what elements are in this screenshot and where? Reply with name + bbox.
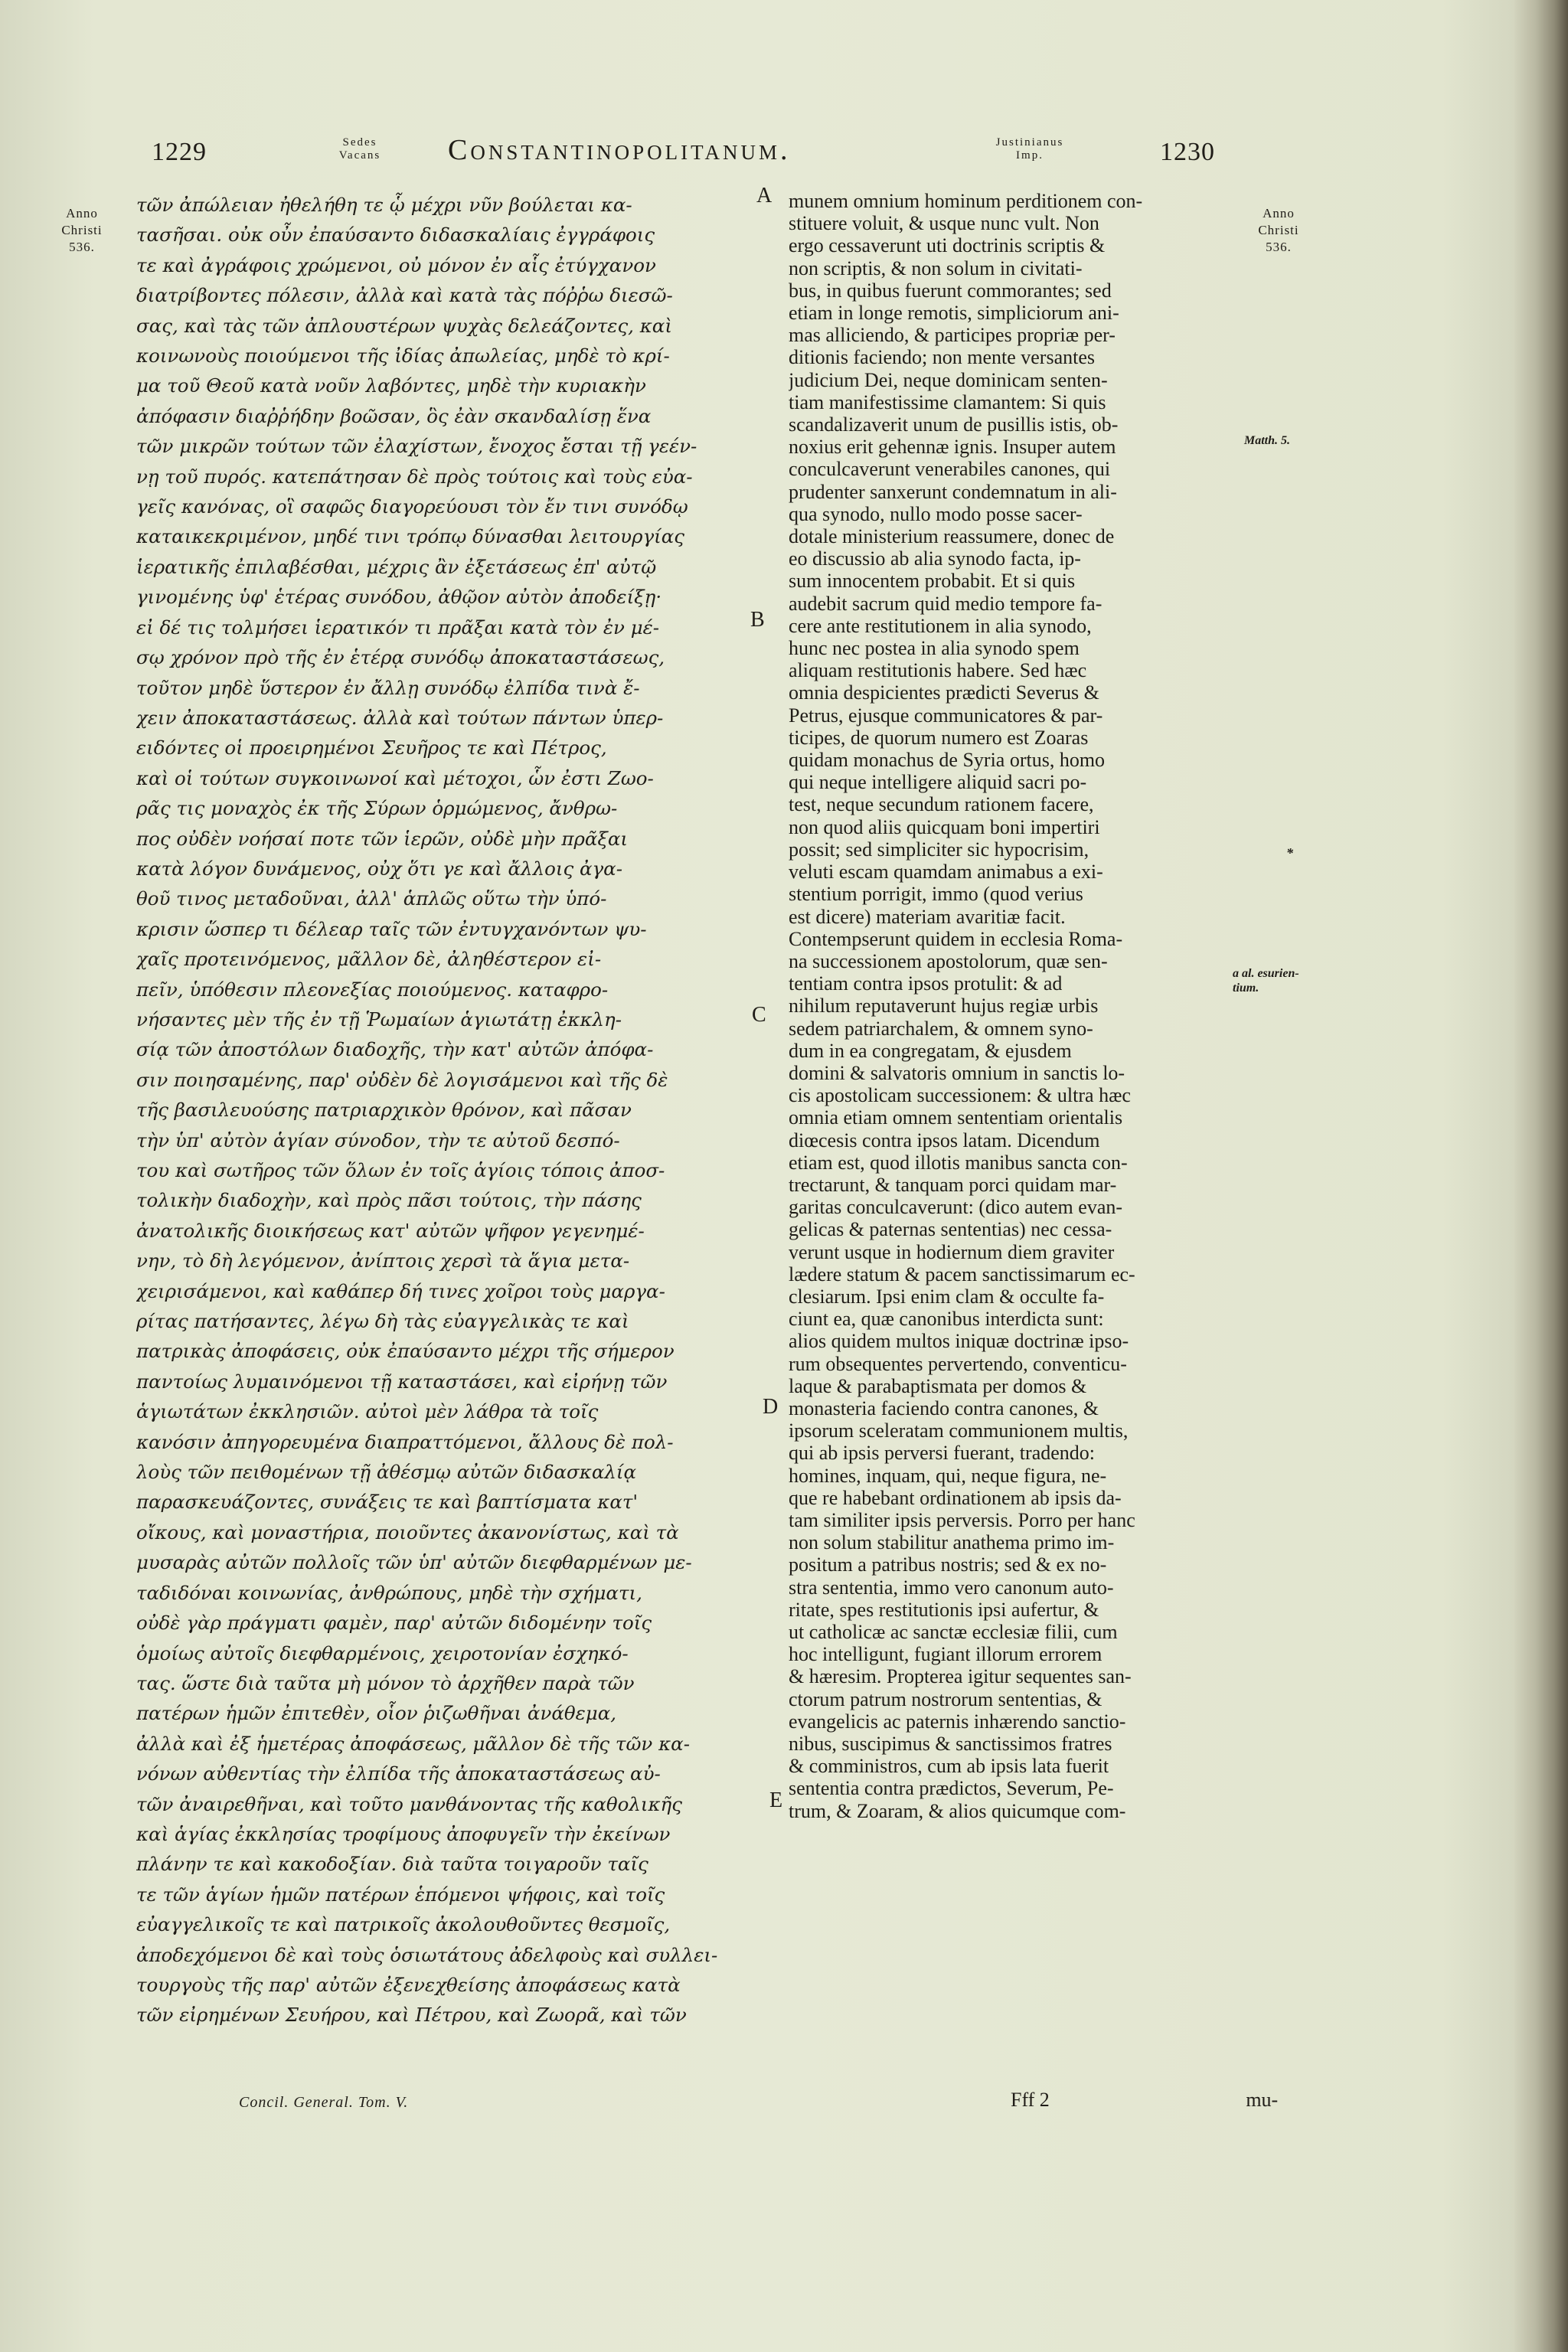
section-letter-a: A bbox=[756, 184, 773, 207]
latin-text-line: non solum stabilitur anathema primo im- bbox=[789, 1531, 1115, 1554]
latin-text-line: test, neque secundum rationem facere, bbox=[789, 793, 1094, 816]
greek-text-line: πατέρων ἡμῶν ἐπιτεθὲν, οἷον ῥιζωθῆναι ἀνάθεμα, bbox=[136, 1702, 617, 1725]
greek-text-line: ὁμοίως αὐτοῖς διεφθαρμένοις, χειροτονίαν ἐσχηκό- bbox=[136, 1642, 629, 1664]
greek-text-line: τουργοὺς τῆς παρ' αὐτῶν ἐξενεχθείσης ἀποφάσεως κατὰ bbox=[136, 1973, 681, 1996]
greek-text-line: οὐδὲ γὰρ πράγματι φαμὲν, παρ' αὐτῶν διδομένην τοῖς bbox=[136, 1612, 652, 1635]
latin-text-line: monasteria faciendo contra canones, & bbox=[789, 1396, 1099, 1419]
margin-note-matthew: Matth. 5. bbox=[1244, 434, 1291, 447]
latin-text-line: quidam monachus de Syria ortus, homo bbox=[789, 749, 1106, 772]
latin-text-line: sedem patriarchalem, & omnem syno- bbox=[789, 1017, 1093, 1040]
latin-text-line: laque & parabaptismata per domos & bbox=[789, 1374, 1087, 1397]
latin-text-line: hoc intelligunt, fugiant illorum errorem bbox=[789, 1643, 1102, 1666]
latin-text-line: veluti escam quamdam animabus a exi- bbox=[789, 861, 1103, 884]
page-title: Constantinopolitanum. bbox=[448, 134, 791, 166]
greek-text-line: κανόσιν ἀπηγορευμένα διαπραττόμενοι, ἄλλους δὲ πολ- bbox=[136, 1430, 674, 1453]
greek-text-line: σῳ χρόνον πρὸ τῆς ἐν ἑτέρᾳ συνόδῳ ἀποκαταστάσεως, bbox=[136, 646, 665, 669]
latin-text-line: & hæresim. Propterea igitur sequentes san- bbox=[789, 1665, 1132, 1688]
latin-text-line: positum a patribus nostris; sed & ex no- bbox=[789, 1553, 1107, 1576]
latin-text-line: hunc nec postea in alia synodo spem bbox=[789, 637, 1080, 660]
greek-text-line: τε τῶν ἁγίων ἡμῶν πατέρων ἑπόμενοι ψήφοις, καὶ τοῖς bbox=[136, 1883, 665, 1906]
greek-text-line: κατὰ λόγον δυνάμενος, οὐχ ὅτι γε καὶ ἄλλοις ἀγα- bbox=[136, 857, 622, 880]
latin-text-line: cis apostolicam successionem: & ultra hæc bbox=[789, 1084, 1131, 1107]
latin-text-line: noxius erit gehennæ ignis. Insuper autem bbox=[789, 436, 1116, 459]
latin-text-line: verunt usque in hodiernum diem graviter bbox=[789, 1240, 1115, 1263]
greek-text-line: ἀνατολικῆς διοικήσεως κατ' αὐτῶν ψῆφον γεγενημέ- bbox=[136, 1219, 645, 1242]
greek-text-line: οἴκους, καὶ μοναστήρια, ποιοῦντες ἀκανονίστως, καὶ τὰ bbox=[136, 1521, 679, 1544]
latin-text-line: etiam in longe remotis, simpliciorum ani- bbox=[789, 302, 1119, 325]
latin-text-line: omnia despicientes prædicti Severus & bbox=[789, 681, 1099, 704]
right-page-number: 1230 bbox=[1160, 138, 1215, 166]
latin-text-line: scandalizaverit unum de pusillis istis, ob- bbox=[789, 413, 1119, 436]
latin-text-line: ciunt ea, quæ canonibus interdicta sunt: bbox=[789, 1308, 1104, 1331]
margin-note-variant-reading: a al. esurien- tium. bbox=[1233, 967, 1299, 995]
greek-text-line: ἀπόφασιν διαῤῥήδην βοῶσαν, ὃς ἐὰν σκανδαλίσῃ ἕνα bbox=[136, 404, 652, 427]
latin-text-line: evangelicis ac paternis inhærendo sanctio- bbox=[789, 1710, 1126, 1733]
right-running-head: Justinianus Imp. bbox=[995, 136, 1064, 162]
left-running-head: Sedes Vacans bbox=[338, 136, 381, 162]
greek-text-line: σας, καὶ τὰς τῶν ἀπλουστέρων ψυχὰς δελεάζοντες, καὶ bbox=[136, 314, 672, 337]
latin-text-line: & comministros, cum ab ipsis lata fuerit bbox=[789, 1755, 1109, 1778]
greek-text-line: τολικὴν διαδοχὴν, καὶ πρὸς πᾶσι τούτοις, τὴν πάσης bbox=[136, 1189, 642, 1212]
latin-text-line: nibus, suscipimus & sanctissimos fratres bbox=[789, 1733, 1112, 1756]
greek-text-line: τασῆσαι. οὐκ οὖν ἐπαύσαντο διδασκαλίαις ἐγγράφοις bbox=[136, 224, 655, 247]
greek-text-column bbox=[136, 190, 745, 2030]
greek-text-line: χειρισάμενοι, καὶ καθάπερ δή τινες χοῖροι τοὺς μαργα- bbox=[136, 1279, 665, 1302]
greek-text-line: μυσαρὰς αὐτῶν πολλοῖς τῶν ὑπ' αὐτῶν διεφθαρμένων με- bbox=[136, 1551, 692, 1574]
greek-text-line: χειν ἀποκαταστάσεως. ἀλλὰ καὶ τούτων πάντων ὑπερ- bbox=[136, 706, 664, 729]
margin-year-right: Anno Christi 536. bbox=[1258, 206, 1299, 254]
greek-text-line: καὶ ἁγίας ἐκκλησίας τροφίμους ἀποφυγεῖν τὴν ἐκείνων bbox=[136, 1822, 671, 1845]
greek-text-line: του καὶ σωτῆρος τῶν ὅλων ἐν τοῖς ἁγίοις τόποις ἀποσ- bbox=[136, 1159, 665, 1181]
margin-year-left: Anno Christi 536. bbox=[61, 206, 103, 254]
greek-text-line: γινομένης ὑφ' ἑτέρας συνόδου, ἀθῷον αὐτὸν ἀποδείξῃ· bbox=[136, 586, 662, 609]
latin-text-line: trum, & Zoaram, & alios quicumque com- bbox=[789, 1799, 1126, 1822]
greek-text-line: λοὺς τῶν πειθομένων τῇ ἀθέσμῳ αὐτῶν διδασκαλίᾳ bbox=[136, 1461, 637, 1484]
latin-text-line: domini & salvatoris omnium in sanctis lo- bbox=[789, 1061, 1125, 1084]
greek-text-line: τας. ὥστε διὰ ταῦτα μὴ μόνον τὸ ἀρχῆθεν παρὰ τῶν bbox=[136, 1671, 635, 1694]
greek-text-line: πος οὐδὲν νοήσαί ποτε τῶν ἱερῶν, οὐδὲ μὴν πρᾶξαι bbox=[136, 827, 629, 850]
latin-text-line: garitas conculcaverunt: (dico autem evan- bbox=[789, 1196, 1123, 1219]
greek-text-line: εἰ δέ τις τολμήσει ἱερατικόν τι πρᾶξαι κατὰ τὸν ἐν μέ- bbox=[136, 616, 660, 639]
greek-text-line: ρᾶς τις μοναχὸς ἐκ τῆς Σύρων ὁρμώμενος, ἄνθρω- bbox=[136, 797, 618, 820]
latin-text-line: rum obsequentes pervertendo, conventicu- bbox=[789, 1352, 1127, 1375]
latin-text-line: cere ante restitutionem in alia synodo, bbox=[789, 614, 1092, 637]
greek-text-line: ἁγιωτάτων ἐκκλησιῶν. αὐτοὶ μὲν λάθρα τὰ τοῖς bbox=[136, 1400, 599, 1423]
greek-text-line: καταικεκριμένον, μηδέ τινι τρόπῳ δύνασθαι λειτουργίας bbox=[136, 525, 684, 548]
greek-text-line: τὴν ὑπ' αὐτὸν ἁγίαν σύνοδον, τὴν τε αὐτοῦ δεσπό- bbox=[136, 1129, 620, 1152]
greek-text-line: νήσαντες μὲν τῆς ἐν τῇ Ῥωμαίων ἁγιωτάτῃ ἐκκλη- bbox=[136, 1008, 622, 1031]
latin-text-line: stra sententia, immo vero canonum auto- bbox=[789, 1576, 1114, 1599]
greek-text-line: τῶν ἀναιρεθῆναι, καὶ τοῦτο μανθάνοντας τῆς καθολικῆς bbox=[136, 1792, 682, 1815]
latin-text-line: gelicas & paternas sententias) nec cessa- bbox=[789, 1218, 1112, 1241]
printer-signature: Fff 2 bbox=[1011, 2089, 1050, 2111]
latin-text-line: possit; sed simpliciter sic hypocrisim, bbox=[789, 838, 1089, 861]
latin-text-line: na successionem apostolorum, quæ sen- bbox=[789, 949, 1108, 972]
latin-text-line: ctorum patrum nostrorum sententias, & bbox=[789, 1687, 1102, 1710]
footer-volume-note: Concil. General. Tom. V. bbox=[239, 2094, 409, 2111]
greek-text-line: καὶ οἱ τούτων συγκοινωνοί καὶ μέτοχοι, ὧν ἐστι Ζωο- bbox=[136, 766, 654, 789]
latin-text-line: prudenter sanxerunt condemnatum in ali- bbox=[789, 480, 1117, 503]
greek-text-line: πλάνην τε καὶ κακοδοξίαν. διὰ ταῦτα τοιγαροῦν ταῖς bbox=[136, 1853, 648, 1876]
latin-text-line: ticipes, de quorum numero est Zoaras bbox=[789, 726, 1089, 749]
latin-text-line: bus, in quibus fuerunt commorantes; sed bbox=[789, 279, 1112, 302]
greek-text-line: σίᾳ τῶν ἀποστόλων διαδοχῆς, τὴν κατ' αὐτῶν ἀπόφα- bbox=[136, 1038, 654, 1061]
latin-text-line: ergo cessaverunt uti doctrinis scriptis & bbox=[789, 234, 1106, 257]
latin-text-line: conculcaverunt venerabiles canones, qui bbox=[789, 458, 1111, 481]
latin-text-line: mas alliciendo, & participes propriæ per- bbox=[789, 324, 1116, 347]
greek-text-line: εὐαγγελικοῖς τε καὶ πατρικοῖς ἀκολουθοῦντες θεσμοῖς, bbox=[136, 1913, 671, 1936]
running-header bbox=[0, 130, 1568, 191]
latin-text-line: qui neque intelligere aliquid sacri po- bbox=[789, 771, 1087, 794]
left-page-number: 1229 bbox=[152, 138, 207, 166]
latin-text-line: etiam est, quod illotis manibus sancta con- bbox=[789, 1151, 1128, 1174]
latin-text-line: lædere statum & pacem sanctissimarum ec- bbox=[789, 1263, 1135, 1285]
greek-text-line: νην, τὸ δὴ λεγόμενον, ἀνίπτοις χερσὶ τὰ ἅγια μετα- bbox=[136, 1250, 630, 1272]
latin-text-line: ut catholicæ ac sanctæ ecclesiæ filii, cum bbox=[789, 1621, 1118, 1643]
latin-text-line: omnia etiam omnem sententiam orientalis bbox=[789, 1106, 1123, 1129]
greek-text-line: ταδιδόναι κοινωνίας, ἀνθρώπους, μηδὲ τὴν σχήματι, bbox=[136, 1581, 642, 1604]
greek-text-line: ειδόντες οἱ προειρημένοι Σευῆρος τε καὶ Πέτρος, bbox=[136, 737, 607, 760]
greek-text-line: χαῖς προτεινόμενος, μᾶλλον δὲ, ἀληθέστερον εἰ- bbox=[136, 948, 602, 971]
greek-text-line: ἱερατικῆς ἐπιλαβέσθαι, μέχρις ἂν ἐξετάσεως ἐπ' αὐτῷ bbox=[136, 555, 657, 578]
greek-text-line: τῆς βασιλευούσης πατριαρχικὸν θρόνον, καὶ πᾶσαν bbox=[136, 1099, 632, 1122]
latin-text-line: aliquam restitutionis habere. Sed hæc bbox=[789, 659, 1087, 682]
greek-text-line: ρίτας πατήσαντες, λέγω δὴ τὰς εὐαγγελικὰς τε καὶ bbox=[136, 1310, 629, 1333]
greek-text-line: τῶν εἰρημένων Σευήρου, καὶ Πέτρου, καὶ Ζωορᾶ, καὶ τῶν bbox=[136, 2004, 687, 2027]
latin-text-line: non scriptis, & non solum in civitati- bbox=[789, 256, 1083, 279]
greek-text-line: πατρικὰς ἀποφάσεις, οὐκ ἐπαύσαντο μέχρι τῆς σήμερον bbox=[136, 1340, 675, 1363]
latin-text-line: non quod aliis quicquam boni impertiri bbox=[789, 815, 1100, 838]
latin-text-line: tentiam contra ipsos protulit: & ad bbox=[789, 972, 1063, 995]
latin-text-line: diœcesis contra ipsos latam. Dicendum bbox=[789, 1129, 1100, 1152]
latin-text-line: sententia contra prædictos, Severum, Pe- bbox=[789, 1777, 1114, 1800]
latin-text-line: sum innocentem probabit. Et si quis bbox=[789, 570, 1076, 593]
section-letter-c: C bbox=[752, 1003, 766, 1027]
greek-text-line: θοῦ τινος μεταδοῦναι, ἀλλ' ἁπλῶς οὕτω τὴν ὑπό- bbox=[136, 887, 607, 910]
margin-mark: * bbox=[1286, 845, 1293, 861]
latin-text-line: trectarunt, & tanquam porci quidam mar- bbox=[789, 1173, 1117, 1196]
greek-text-line: σιν ποιησαμένης, παρ' οὐδὲν δὲ λογισάμενοι καὶ τῆς δὲ bbox=[136, 1068, 668, 1091]
latin-text-line: qui ab ipsis perversi fuerant, tradendo: bbox=[789, 1442, 1095, 1465]
latin-text-line: eo discussio ab alia synodo facta, ip- bbox=[789, 547, 1081, 570]
latin-text-line: dum in ea congregatam, & ejusdem bbox=[789, 1039, 1072, 1062]
greek-text-line: γεῖς κανόνας, οἳ σαφῶς διαγορεύουσι τὸν ἔν τινι συνόδῳ bbox=[136, 495, 688, 518]
book-binding-edge bbox=[1514, 0, 1568, 2352]
latin-text-line: stituere voluit, & usque nunc vult. Non bbox=[789, 212, 1099, 235]
greek-text-line: κοινωνοὺς ποιούμενοι τῆς ἰδίας ἀπωλείας, μηδὲ τὸ κρί- bbox=[136, 345, 670, 368]
latin-text-line: tam similiter ipsis perversis. Porro per hanc bbox=[789, 1508, 1135, 1531]
catchword: mu- bbox=[1246, 2089, 1279, 2111]
section-letter-b: B bbox=[750, 608, 765, 632]
greek-text-line: πεῖν, ὑπόθεσιν πλεονεξίας ποιούμενος. καταφρο- bbox=[136, 978, 609, 1001]
greek-text-line: παντοίως λυμαινόμενοι τῇ καταστάσει, καὶ εἰρήνῃ τῶν bbox=[136, 1370, 668, 1393]
greek-text-line: νῃ τοῦ πυρός. κατεπάτησαν δὲ πρὸς τούτοις καὶ τοὺς εὐα- bbox=[136, 465, 693, 488]
latin-text-line: homines, inquam, qui, neque figura, ne- bbox=[789, 1464, 1107, 1487]
greek-text-line: παρασκευάζοντες, συνάξεις τε καὶ βαπτίσματα κατ' bbox=[136, 1491, 639, 1514]
greek-text-line: μα τοῦ Θεοῦ κατὰ νοῦν λαβόντες, μηδὲ τὴν κυριακὴν bbox=[136, 374, 646, 397]
latin-text-line: qua synodo, nullo modo posse sacer- bbox=[789, 502, 1083, 525]
latin-text-line: clesiarum. Ipsi enim clam & occulte fa- bbox=[789, 1285, 1105, 1308]
greek-text-line: κρισιν ὥσπερ τι δέλεαρ ταῖς τῶν ἐντυγχανόντων ψυ- bbox=[136, 917, 647, 940]
greek-text-line: νόνων αὐθεντίας τὴν ἐλπίδα τῆς ἀποκαταστάσεως αὐ- bbox=[136, 1762, 661, 1785]
footer-signature-area bbox=[1011, 2089, 1278, 2112]
latin-text-line: dotale ministerium reassumere, donec de bbox=[789, 525, 1115, 548]
latin-text-line: judicium Dei, neque dominicam senten- bbox=[789, 368, 1108, 391]
latin-text-line: ipsorum sceleratam communionem multis, bbox=[789, 1419, 1129, 1442]
latin-text-line: munem omnium hominum perditionem con- bbox=[789, 190, 1143, 212]
latin-text-line: ritate, spes restitutionis ipsi aufertur, & bbox=[789, 1598, 1099, 1621]
section-letter-d: D bbox=[763, 1395, 779, 1419]
latin-text-line: nihilum reputaverunt hujus regiæ urbis bbox=[789, 995, 1099, 1018]
greek-text-line: ἀλλὰ καὶ ἐξ ἡμετέρας ἀποφάσεως, μᾶλλον δὲ τῆς τῶν κα- bbox=[136, 1732, 691, 1755]
greek-text-line: τῶν μικρῶν τούτων τῶν ἐλαχίστων, ἔνοχος ἔσται τῇ γεέν- bbox=[136, 435, 697, 458]
latin-text-line: ditionis faciendo; non mente versantes bbox=[789, 346, 1096, 369]
latin-text-line: que re habebant ordinationem ab ipsis da- bbox=[789, 1486, 1122, 1509]
greek-text-line: διατρίβοντες πόλεσιν, ἀλλὰ καὶ κατὰ τὰς πόῤῥω διεσῶ- bbox=[136, 284, 673, 307]
greek-text-line: τε καὶ ἀγράφοις χρώμενοι, οὐ μόνον ἐν αἷς ἐτύγχανον bbox=[136, 253, 656, 276]
latin-text-line: alios quidem multos iniquæ doctrinæ ipso- bbox=[789, 1330, 1129, 1353]
latin-text-line: Contempserunt quidem in ecclesia Roma- bbox=[789, 927, 1123, 950]
latin-text-line: audebit sacrum quid medio tempore fa- bbox=[789, 592, 1102, 615]
latin-text-line: est dicere) materiam avaritiæ facit. bbox=[789, 905, 1066, 928]
greek-text-line: ἀποδεχόμενοι δὲ καὶ τοὺς ὁσιωτάτους ἀδελφοὺς καὶ συλλει- bbox=[136, 1943, 718, 1966]
greek-text-line: τοῦτον μηδὲ ὕστερον ἐν ἄλλῃ συνόδῳ ἐλπίδα τινὰ ἔ- bbox=[136, 676, 640, 699]
latin-text-line: Petrus, ejusque communicatores & par- bbox=[789, 704, 1103, 727]
latin-text-column bbox=[789, 190, 1221, 1822]
section-letter-e: E bbox=[769, 1788, 783, 1812]
latin-text-line: tiam manifestissime clamantem: Si quis bbox=[789, 390, 1106, 413]
latin-text-line: stentium porrigit, immo (quod verius bbox=[789, 883, 1083, 906]
greek-text-line: τῶν ἀπώλειαν ἠθελήθη τε ᾧ μέχρι νῦν βούλεται κα- bbox=[136, 194, 632, 216]
